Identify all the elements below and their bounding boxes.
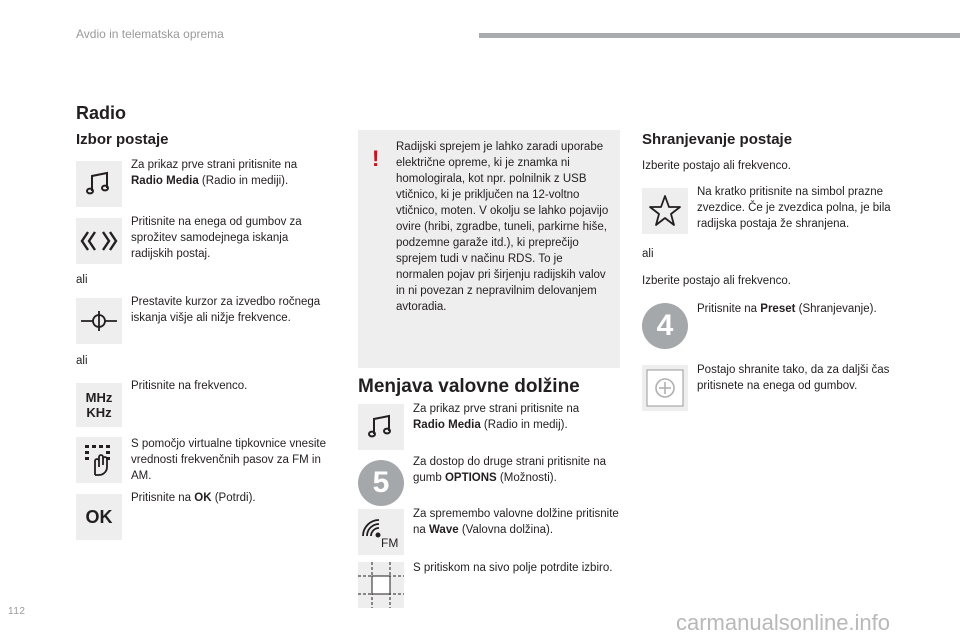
page-number: 112 [8,606,26,617]
mhz-label: MHz [85,390,113,405]
shranjevanje-step3: Postajo shranite tako, da za daljši čas pritisnete na enega od gumbov. [697,364,890,392]
fm-label: FM [381,536,399,550]
section-title: Radio [76,103,127,123]
ok-icon [76,494,122,540]
izbor-step1: Za prikaz prve strani pritisnite na Radio Media (Radio in mediji). [131,159,298,187]
music-note-icon [76,161,122,207]
shranjevanje-intro-2: Izberite postajo ali frekvenco. [642,275,791,287]
shranjevanje-step1: Na kratko pritisnite na simbol prazne zvezdice. Če je zvezdica polna, je bila radijska postaja že shranjena. [697,186,891,230]
izbor-step4: Pritisnite na frekvenco. [131,380,248,392]
ali-label-3: ali [642,248,654,260]
shranjevanje-title: Shranjevanje postaje [642,131,793,148]
shranjevanje-step2: Pritisnite na Preset (Shranjevanje). [697,303,877,315]
star-outline-icon [642,188,688,234]
izbor-step3: Prestavite kurzor za izvedbo ročnega iskanja višje ali nižje frekvence. [131,296,321,324]
mhz-khz-icon [76,383,122,427]
menjava-title: Menjava valovne dolžine [358,376,580,397]
khz-label: KHz [86,405,112,420]
add-preset-icon [642,365,688,411]
izbor-step2: Pritisnite na enega od gumbov za sprožitev samodejnega iskanja radijskih postaj. [131,216,302,260]
shranjevanje-intro-1: Izberite postajo ali frekvenco. [642,160,791,172]
warning-text: Radijski sprejem je lahko zaradi uporabe električne opreme, ki je znamka ni homologirala, kot npr. polnilnik z USB vtičnico, ki je priključen na 12-voltno vtičnico, moten. V okolju se lahko pojavijo ovire (hribi, zgradbe, tuneli, parkirne hiše, podzemne garaže itd.), ki preprečijo sprejem tudi v načinu RDS. To je normalen pojav pri širjenju radijskih valov in ni povezan z nepravilnim delovanjem avtoradia. [396,141,609,313]
touch-grid-icon [358,562,404,608]
keypad-touch-icon [76,437,122,483]
ali-label-1: ali [76,274,88,286]
header-title: Avdio in telematska oprema [76,27,224,41]
wave-signal-icon [358,509,404,555]
menjava-step4: S pritiskom na sivo polje potrdite izbiro. [413,562,613,574]
izbor-title: Izbor postaje [76,131,169,148]
seek-arrows-icon [76,218,122,264]
music-note-icon [358,404,404,450]
step-number-4: 4 [642,303,688,349]
ali-label-2: ali [76,355,88,367]
izbor-step6: Pritisnite na OK (Potrdi). [131,492,256,504]
menjava-step1: Za prikaz prve strani pritisnite na Radio Media (Radio in medij). [413,403,580,431]
watermark: carmanualsonline.info [676,610,891,635]
warning-icon: ! [372,146,380,171]
menjava-step3: Za spremembo valovne dolžine pritisnite na Wave (Valovna dolžina). [413,508,619,536]
izbor-step5: S pomočjo virtualne tipkovnice vnesite vrednosti frekvenčnih pasov za FM in AM. [131,438,326,482]
ok-label: OK [85,506,113,527]
menjava-step2: Za dostop do druge strani pritisnite na gumb OPTIONS (Možnosti). [413,456,607,484]
header-bar [479,33,960,38]
step-number-5: 5 [358,460,404,506]
frequency-slider-icon [76,298,122,344]
